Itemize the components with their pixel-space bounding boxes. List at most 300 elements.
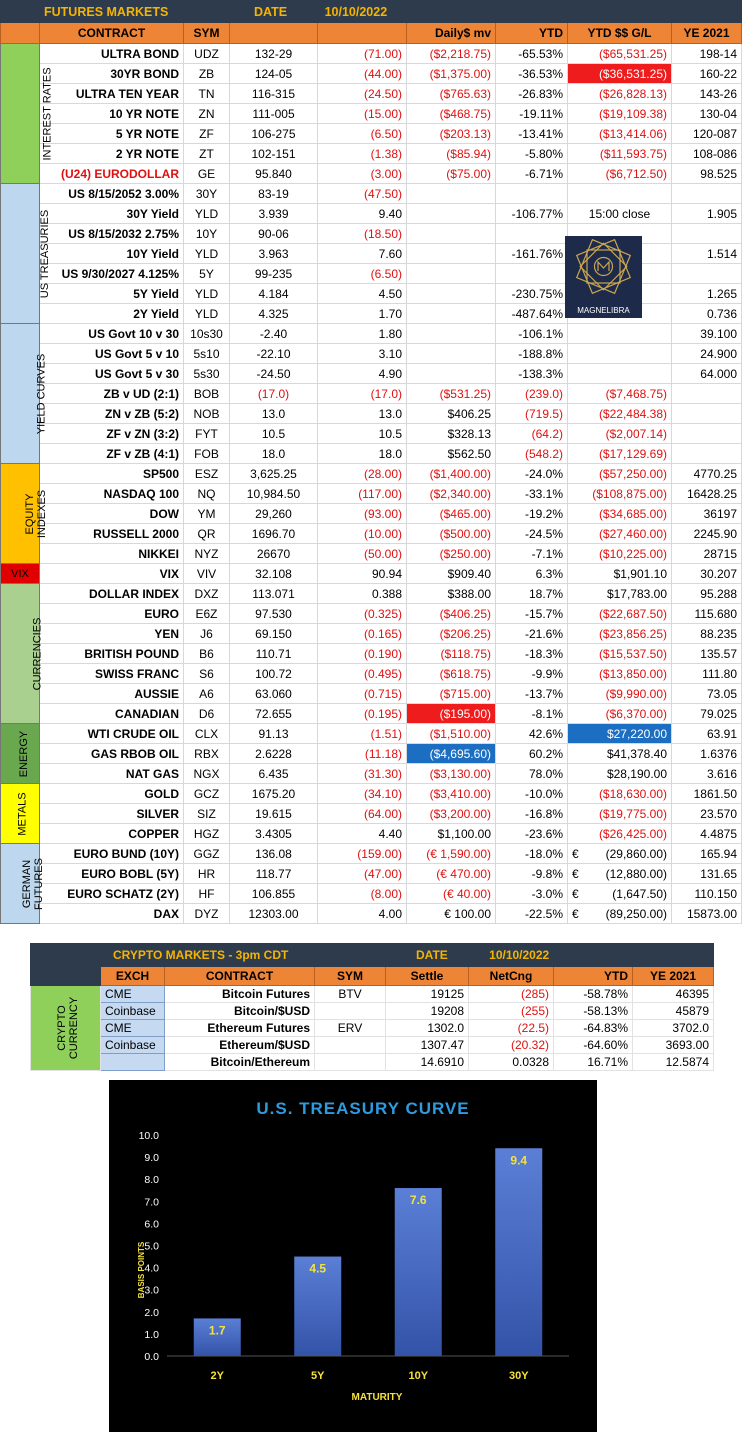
cell-change: 18.0 [318, 444, 407, 464]
cell-change: (34.10) [318, 784, 407, 804]
crypto-col-sym: SYM [315, 967, 386, 986]
crypto-cell-contract: Bitcoin/Ethereum [165, 1054, 315, 1071]
chart-title: U.S. TREASURY CURVE [256, 1099, 470, 1118]
cell-ytd: -22.5% [496, 904, 568, 924]
cell-daily-mv: ($75.00) [407, 164, 496, 184]
cell-ye2021: 111.80 [672, 664, 742, 684]
cell-ye2021: 130-04 [672, 104, 742, 124]
cell-sym: ZN [184, 104, 230, 124]
cell-contract: 2Y Yield [40, 304, 184, 324]
cell-ye2021: 79.025 [672, 704, 742, 724]
cell-ytd: -19.11% [496, 104, 568, 124]
cell-ytd-gl: $27,220.00 [568, 724, 672, 744]
cell-daily-mv: $328.13 [407, 424, 496, 444]
cell-ye2021: 2245.90 [672, 524, 742, 544]
cell-ytd: (239.0) [496, 384, 568, 404]
cell-ytd-gl: ($22,687.50) [568, 604, 672, 624]
futures-header-row [1, 23, 742, 44]
cell-ytd-gl: ($9,990.00) [568, 684, 672, 704]
cell-price: 18.0 [230, 444, 318, 464]
cell-change: (8.00) [318, 884, 407, 904]
cell-change: (11.18) [318, 744, 407, 764]
cell-sym: J6 [184, 624, 230, 644]
cell-contract: COPPER [40, 824, 184, 844]
cell-daily-mv: ($203.13) [407, 124, 496, 144]
cell-ytd-gl: ($18,630.00) [568, 784, 672, 804]
cell-contract: NAT GAS [40, 764, 184, 784]
crypto-section-label [31, 986, 101, 1071]
cell-ytd-gl: $1,901.10 [568, 564, 672, 584]
crypto-cell-contract: Ethereum/$USD [165, 1037, 315, 1054]
cell-price: 99-235 [230, 264, 318, 284]
cell-ytd: -36.53% [496, 64, 568, 84]
cell-ytd-gl: ($26,828.13) [568, 84, 672, 104]
cell-contract: EURO SCHATZ (2Y) [40, 884, 184, 904]
cell-change: (0.195) [318, 704, 407, 724]
cell-contract: 2 YR NOTE [40, 144, 184, 164]
futures-row [1, 564, 742, 584]
cell-change: (0.190) [318, 644, 407, 664]
section-label-text: US TREASURIES [39, 209, 52, 298]
cell-ytd: (64.2) [496, 424, 568, 444]
cell-ytd-gl: $28,190.00 [568, 764, 672, 784]
cell-ytd-gl [568, 344, 672, 364]
cell-change: (117.00) [318, 484, 407, 504]
cell-ytd-gl: ($27,460.00) [568, 524, 672, 544]
cell-change: (0.325) [318, 604, 407, 624]
y-tick-label: 10.0 [138, 1130, 159, 1142]
crypto-col-netcng: NetCng [469, 967, 554, 986]
cell-sym: VIV [184, 564, 230, 584]
cell-sym: B6 [184, 644, 230, 664]
futures-row [1, 844, 742, 864]
crypto-cell-ye2021: 3702.0 [633, 1020, 714, 1037]
crypto-cell-sym [315, 1054, 386, 1071]
section-label [1, 584, 44, 724]
cell-contract: GAS RBOB OIL [40, 744, 184, 764]
futures-row [1, 884, 742, 904]
cell-price: 95.840 [230, 164, 318, 184]
cell-sym: ZB [184, 64, 230, 84]
crypto-cell-settle: 14.6910 [386, 1054, 469, 1071]
cell-sym: ZT [184, 144, 230, 164]
cell-daily-mv: ($618.75) [407, 664, 496, 684]
cell-ye2021: 198-14 [672, 44, 742, 64]
cell-daily-mv: ($3,130.00) [407, 764, 496, 784]
cell-daily-mv: $562.50 [407, 444, 496, 464]
cell-price: 102-151 [230, 144, 318, 164]
cell-change: 1.70 [318, 304, 407, 324]
cell-ytd-gl [568, 844, 672, 864]
cell-price: 19.615 [230, 804, 318, 824]
cell-price: 1696.70 [230, 524, 318, 544]
futures-row [1, 104, 742, 124]
cell-sym: 5s10 [184, 344, 230, 364]
cell-value: (12,880.00) [605, 866, 667, 881]
cell-change: (31.30) [318, 764, 407, 784]
cell-ytd-gl: ($17,129.69) [568, 444, 672, 464]
cell-ytd: -18.3% [496, 644, 568, 664]
crypto-cell-ytd: -58.13% [554, 1003, 633, 1020]
cell-change: 3.10 [318, 344, 407, 364]
futures-row [1, 664, 742, 684]
y-tick-label: 0.0 [144, 1351, 159, 1363]
bar-value-label: 4.5 [309, 1261, 327, 1276]
bar-value-label: 9.4 [510, 1153, 528, 1168]
cell-change: (64.00) [318, 804, 407, 824]
cell-daily-mv [407, 264, 496, 284]
cell-sym: HGZ [184, 824, 230, 844]
cell-ytd-gl [568, 904, 672, 924]
cell-sym: CLX [184, 724, 230, 744]
cell-ye2021: 28715 [672, 544, 742, 564]
col-header-contract: CONTRACT [40, 23, 184, 44]
cell-ytd-gl: ($19,775.00) [568, 804, 672, 824]
futures-title-row [1, 1, 742, 23]
crypto-cell-netcng: (22.5) [469, 1020, 554, 1037]
cell-ye2021: 39.100 [672, 324, 742, 344]
col-header-ytd: YTD [496, 23, 568, 44]
crypto-cell-exch: Coinbase [101, 1037, 165, 1054]
cell-ye2021: 63.91 [672, 724, 742, 744]
cell-sym: RBX [184, 744, 230, 764]
bar-value-label: 7.6 [409, 1193, 427, 1208]
futures-row [1, 504, 742, 524]
crypto-col-contract: CONTRACT [165, 967, 315, 986]
cell-change: (47.50) [318, 184, 407, 204]
cell-contract: AUSSIE [40, 684, 184, 704]
cell-contract: EURO [40, 604, 184, 624]
cell-ytd: -230.75% [496, 284, 568, 304]
cell-ye2021: 16428.25 [672, 484, 742, 504]
cell-contract: US 8/15/2052 3.00% [40, 184, 184, 204]
cell-change: 90.94 [318, 564, 407, 584]
col-header-price [230, 23, 318, 44]
cell-sym: YM [184, 504, 230, 524]
cell-ye2021: 160-22 [672, 64, 742, 84]
cell-contract: ZF v ZN (3:2) [40, 424, 184, 444]
cell-sym: D6 [184, 704, 230, 724]
section-label [1, 324, 48, 464]
cell-contract: RUSSELL 2000 [40, 524, 184, 544]
cell-ye2021: 36197 [672, 504, 742, 524]
cell-ytd: -65.53% [496, 44, 568, 64]
cell-sym: YLD [184, 304, 230, 324]
cell-daily-mv [407, 224, 496, 244]
section-label-text: ENERGY [18, 730, 31, 777]
cell-sym: A6 [184, 684, 230, 704]
cell-ytd-gl: ($65,531.25) [568, 44, 672, 64]
col-header-daily-mv: Daily$ mv [407, 23, 496, 44]
cell-ytd-gl: ($23,856.25) [568, 624, 672, 644]
cell-ye2021: 1.905 [672, 204, 742, 224]
cell-ytd: -161.76% [496, 244, 568, 264]
cell-ye2021 [672, 264, 742, 284]
futures-title: FUTURES MARKETS [40, 1, 184, 23]
crypto-cell-ye2021: 12.5874 [633, 1054, 714, 1071]
cell-ye2021: 135.57 [672, 644, 742, 664]
cell-sym: NQ [184, 484, 230, 504]
cell-price: 3,625.25 [230, 464, 318, 484]
futures-row [1, 744, 742, 764]
cell-sym: QR [184, 524, 230, 544]
futures-row [1, 404, 742, 424]
section-label-text: INTEREST RATES [41, 66, 54, 161]
crypto-cell-ytd: -64.83% [554, 1020, 633, 1037]
cell-daily-mv: ($465.00) [407, 504, 496, 524]
futures-row [1, 364, 742, 384]
cell-ytd: -9.8% [496, 864, 568, 884]
cell-ytd-gl: ($2,007.14) [568, 424, 672, 444]
cell-sym: YLD [184, 204, 230, 224]
futures-row [1, 64, 742, 84]
col-header-change [318, 23, 407, 44]
crypto-row [31, 1054, 714, 1071]
y-tick-label: 5.0 [144, 1240, 159, 1253]
crypto-title: CRYPTO MARKETS - 3pm CDT [101, 944, 386, 967]
cell-ye2021: 88.235 [672, 624, 742, 644]
cell-daily-mv [407, 364, 496, 384]
euro-sign: € [572, 846, 579, 861]
cell-sym: YLD [184, 244, 230, 264]
cell-price: 4.184 [230, 284, 318, 304]
section-label-text: EQUITY INDEXES [24, 489, 48, 538]
section-label-text: CURRENCIES [31, 617, 44, 690]
cell-change: 4.40 [318, 824, 407, 844]
cell-price: 6.435 [230, 764, 318, 784]
crypto-cell-netcng: (255) [469, 1003, 554, 1020]
cell-ytd-gl: ($22,484.38) [568, 404, 672, 424]
cell-ye2021: 24.900 [672, 344, 742, 364]
cell-ye2021: 115.680 [672, 604, 742, 624]
bar-30y [495, 1148, 542, 1356]
section-label [1, 184, 52, 324]
euro-sign: € [572, 866, 579, 881]
cell-value: (89,250.00) [605, 906, 667, 921]
cell-price: 69.150 [230, 624, 318, 644]
cell-sym: BOB [184, 384, 230, 404]
cell-contract: (U24) EURODOLLAR [40, 164, 184, 184]
crypto-title-row [31, 944, 714, 967]
futures-row [1, 384, 742, 404]
cell-change: (15.00) [318, 104, 407, 124]
cell-ytd-gl: ($11,593.75) [568, 144, 672, 164]
cell-ytd: -24.5% [496, 524, 568, 544]
cell-daily-mv: ($3,200.00) [407, 804, 496, 824]
cell-ytd-gl: ($19,109.38) [568, 104, 672, 124]
section-label-text: VIX [11, 567, 29, 580]
cell-price: 10.5 [230, 424, 318, 444]
futures-row [1, 464, 742, 484]
cell-value: (29,860.00) [605, 846, 667, 861]
cell-sym: FOB [184, 444, 230, 464]
section-label-text: GERMAN FUTURES [21, 857, 45, 910]
cell-contract: US 8/15/2032 2.75% [40, 224, 184, 244]
cell-sym: GCZ [184, 784, 230, 804]
cell-change: (6.50) [318, 124, 407, 144]
cell-daily-mv: $909.40 [407, 564, 496, 584]
cell-daily-mv: $1,100.00 [407, 824, 496, 844]
cell-change: (10.00) [318, 524, 407, 544]
section-label [1, 464, 48, 564]
crypto-cell-contract: Bitcoin/$USD [165, 1003, 315, 1020]
y-tick-label: 9.0 [144, 1152, 159, 1165]
cell-ye2021 [672, 444, 742, 464]
cell-contract: US Govt 10 v 30 [40, 324, 184, 344]
cell-ytd-gl: ($6,712.50) [568, 164, 672, 184]
cell-ytd [496, 184, 568, 204]
section-label [1, 44, 54, 184]
cell-ytd-gl [568, 884, 672, 904]
cell-daily-mv: ($468.75) [407, 104, 496, 124]
cell-change: (50.00) [318, 544, 407, 564]
section-label [1, 844, 45, 924]
cell-ytd: 60.2% [496, 744, 568, 764]
cell-change: 9.40 [318, 204, 407, 224]
crypto-markets-table [30, 943, 714, 1071]
crypto-cell-ye2021: 45879 [633, 1003, 714, 1020]
cell-daily-mv [407, 304, 496, 324]
cell-change: 1.80 [318, 324, 407, 344]
cell-daily-mv [407, 184, 496, 204]
cell-change: (0.495) [318, 664, 407, 684]
futures-row [1, 444, 742, 464]
cell-price: 90-06 [230, 224, 318, 244]
futures-row [1, 904, 742, 924]
cell-price: 106.855 [230, 884, 318, 904]
futures-row [1, 84, 742, 104]
col-header-sym: SYM [184, 23, 230, 44]
cell-contract: YEN [40, 624, 184, 644]
cell-ye2021: 30.207 [672, 564, 742, 584]
cell-sym: 10Y [184, 224, 230, 244]
cell-contract: EURO BOBL (5Y) [40, 864, 184, 884]
crypto-col-settle: Settle [386, 967, 469, 986]
cell-ytd-gl: $17,783.00 [568, 584, 672, 604]
cell-ytd-gl: ($15,537.50) [568, 644, 672, 664]
cell-contract: CANADIAN [40, 704, 184, 724]
cell-ye2021: 165.94 [672, 844, 742, 864]
cell-price: 3.4305 [230, 824, 318, 844]
cell-daily-mv [407, 204, 496, 224]
cell-daily-mv: ($765.63) [407, 84, 496, 104]
futures-row [1, 44, 742, 64]
futures-date-value: 10/10/2022 [324, 4, 388, 19]
crypto-cell-netcng: 0.0328 [469, 1054, 554, 1071]
futures-row [1, 424, 742, 444]
cell-value: (1,647.50) [612, 886, 667, 901]
col-header-ytd-gl: YTD $$ G/L [568, 23, 672, 44]
cell-change: (1.51) [318, 724, 407, 744]
cell-sym: NOB [184, 404, 230, 424]
futures-row [1, 804, 742, 824]
futures-row [1, 704, 742, 724]
bar-value-label: 1.7 [208, 1323, 226, 1338]
cell-contract: NIKKEI [40, 544, 184, 564]
cell-ytd: -18.0% [496, 844, 568, 864]
cell-ytd: -106.1% [496, 324, 568, 344]
crypto-row [31, 1037, 714, 1054]
cell-contract: 5Y Yield [40, 284, 184, 304]
cell-sym: HF [184, 884, 230, 904]
crypto-row [31, 986, 714, 1003]
crypto-cell-ye2021: 46395 [633, 986, 714, 1003]
section-label [1, 564, 40, 584]
cell-ytd: -5.80% [496, 144, 568, 164]
cell-ytd-gl: ($26,425.00) [568, 824, 672, 844]
futures-row [1, 484, 742, 504]
futures-date-label: DATE [254, 4, 288, 19]
cell-ytd: 18.7% [496, 584, 568, 604]
crypto-section-label-text: CRYPTO CURRENCY [56, 996, 80, 1060]
cell-price: 3.963 [230, 244, 318, 264]
cell-ye2021: 1.265 [672, 284, 742, 304]
section-label [1, 784, 40, 844]
cell-contract: ZN v ZB (5:2) [40, 404, 184, 424]
cell-daily-mv: ($531.25) [407, 384, 496, 404]
cell-ye2021 [672, 184, 742, 204]
cell-ye2021: 95.288 [672, 584, 742, 604]
crypto-cell-settle: 19125 [386, 986, 469, 1003]
cell-ye2021: 120-087 [672, 124, 742, 144]
cell-ytd: -26.83% [496, 84, 568, 104]
cell-sym: E6Z [184, 604, 230, 624]
crypto-cell-netcng: (285) [469, 986, 554, 1003]
x-tick-label: 2Y [210, 1370, 224, 1382]
chart-y-axis-label: BASIS POINTS [137, 1241, 146, 1299]
crypto-cell-exch: CME [101, 986, 165, 1003]
logo-wordmark: MAGNELIBRA [577, 306, 630, 315]
cell-change: (3.00) [318, 164, 407, 184]
cell-ye2021: 73.05 [672, 684, 742, 704]
cell-ytd-gl [568, 364, 672, 384]
cell-contract: US 9/30/2027 4.125% [40, 264, 184, 284]
futures-row [1, 764, 742, 784]
cell-change: 0.388 [318, 584, 407, 604]
crypto-cell-contract: Ethereum Futures [165, 1020, 315, 1037]
cell-change: (93.00) [318, 504, 407, 524]
futures-row [1, 204, 742, 224]
cell-contract: US Govt 5 v 10 [40, 344, 184, 364]
cell-ytd: -487.64% [496, 304, 568, 324]
futures-row [1, 824, 742, 844]
cell-contract: 10 YR NOTE [40, 104, 184, 124]
futures-row [1, 604, 742, 624]
cell-change: (28.00) [318, 464, 407, 484]
crypto-header-row [31, 967, 714, 986]
cell-ytd: -21.6% [496, 624, 568, 644]
cell-ytd: -19.2% [496, 504, 568, 524]
cell-ye2021: 110.150 [672, 884, 742, 904]
cell-contract: 10Y Yield [40, 244, 184, 264]
cell-contract: VIX [40, 564, 184, 584]
cell-daily-mv: ($195.00) [407, 704, 496, 724]
futures-row [1, 584, 742, 604]
cell-sym: TN [184, 84, 230, 104]
crypto-col-ye2021: YE 2021 [633, 967, 714, 986]
cell-change: (159.00) [318, 844, 407, 864]
cell-daily-mv: ($406.25) [407, 604, 496, 624]
cell-ytd-gl: ($13,850.00) [568, 664, 672, 684]
cell-contract: 30YR BOND [40, 64, 184, 84]
cell-price: -2.40 [230, 324, 318, 344]
cell-change: (24.50) [318, 84, 407, 104]
cell-change: 13.0 [318, 404, 407, 424]
cell-daily-mv: ($1,510.00) [407, 724, 496, 744]
cell-sym: DXZ [184, 584, 230, 604]
cell-daily-mv: (€ 40.00) [407, 884, 496, 904]
cell-ye2021: 0.736 [672, 304, 742, 324]
